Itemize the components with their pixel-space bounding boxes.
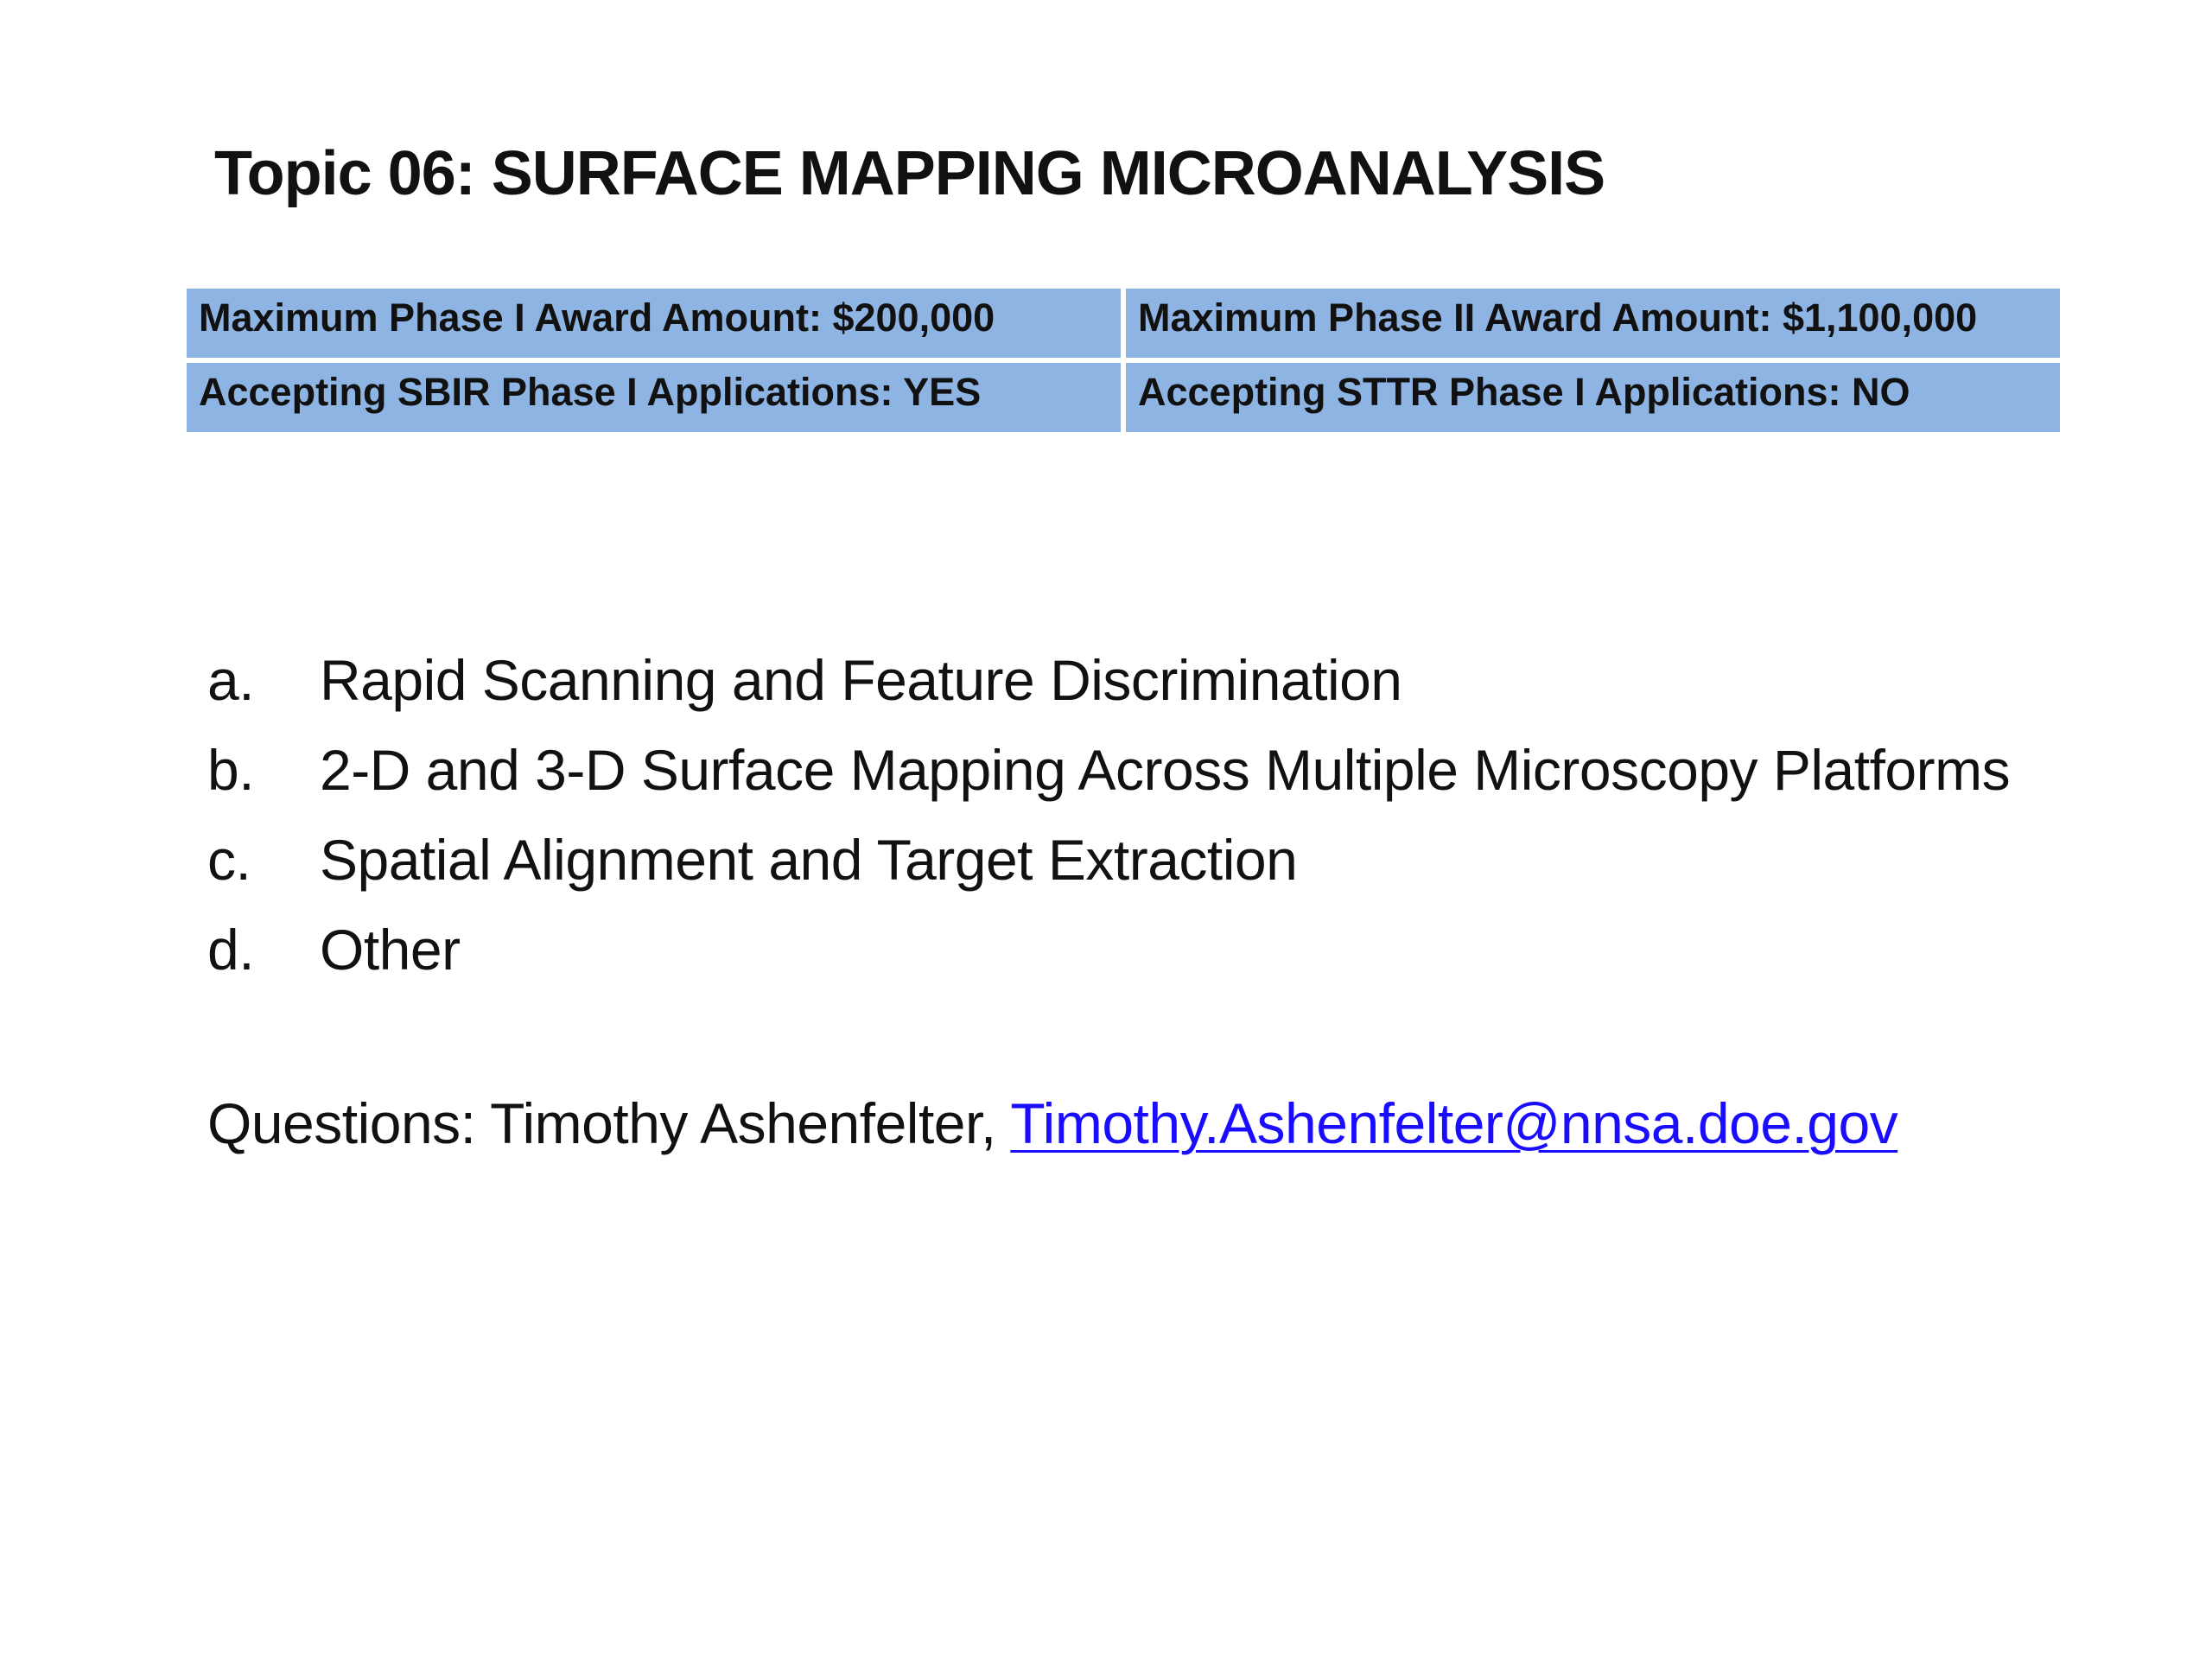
list-item: [207, 815, 2010, 905]
subtopic-list: [207, 635, 2010, 995]
contact-prefix: Questions: Timothy Ashenfelter,: [207, 1091, 1011, 1155]
list-item-letter: d.: [207, 918, 255, 982]
sttr-phase1-cell: Accepting STTR Phase I Applications: NO: [1123, 360, 2060, 435]
max-phase1-award-cell: Maximum Phase I Award Amount: $200,000: [187, 286, 1123, 360]
sbir-phase1-cell: Accepting SBIR Phase I Applications: YES: [187, 360, 1123, 435]
list-item-letter: a.: [207, 648, 255, 712]
list-item: [207, 725, 2010, 815]
table-row: [187, 286, 2060, 360]
list-item: [207, 635, 2010, 725]
contact-line: [207, 1090, 1897, 1156]
table-row: [187, 360, 2060, 435]
page-title: Topic 06: SURFACE MAPPING MICROANALYSIS: [214, 139, 1605, 208]
award-info-table: [187, 283, 2060, 437]
list-item-letter: b.: [207, 738, 255, 802]
contact-email-link[interactable]: Timothy.Ashenfelter@nnsa.doe.gov: [1010, 1091, 1898, 1155]
list-item: [207, 905, 2010, 995]
max-phase2-award-cell: Maximum Phase II Award Amount: $1,100,000: [1123, 286, 2060, 360]
list-item-text: Rapid Scanning and Feature Discrimination: [320, 648, 1402, 712]
list-item-text: Other: [320, 918, 461, 982]
list-item-letter: c.: [207, 828, 251, 892]
list-item-text: Spatial Alignment and Target Extraction: [320, 828, 1298, 892]
list-item-text: 2-D and 3-D Surface Mapping Across Multiple Microscopy Platforms: [320, 738, 2011, 802]
